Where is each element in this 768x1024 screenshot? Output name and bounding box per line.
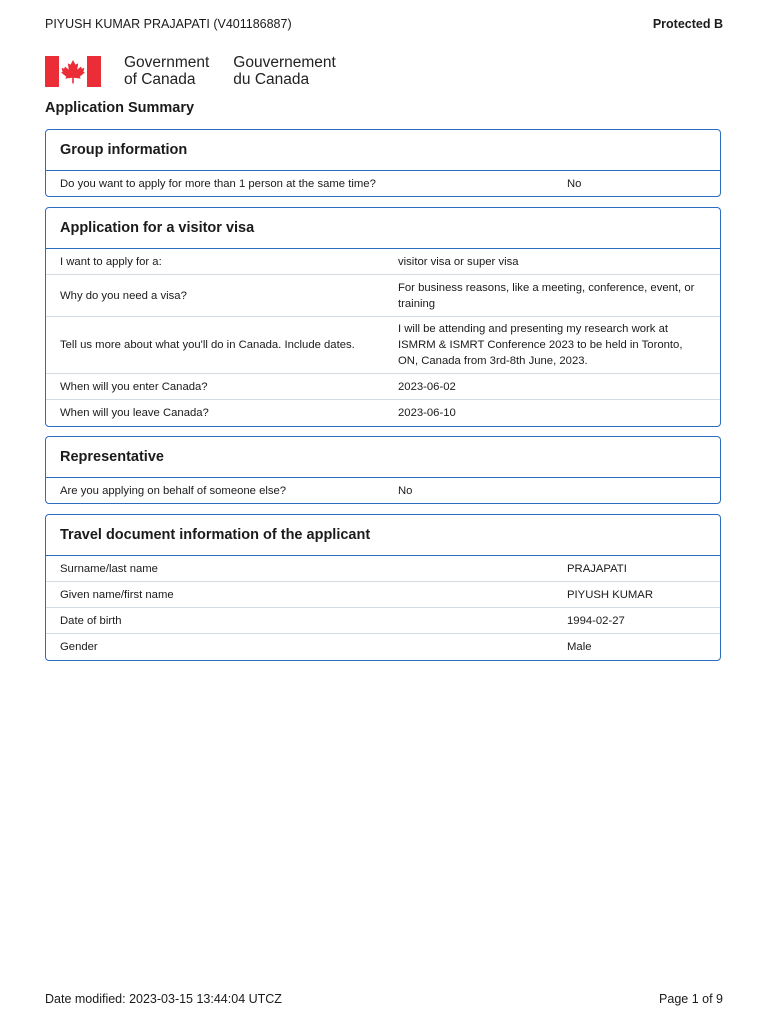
question-cell: When will you enter Canada? [60, 380, 208, 393]
answer-cell: No [567, 177, 582, 190]
question-cell: I want to apply for a: [60, 255, 162, 268]
answer-cell: 2023-06-02 [398, 380, 456, 393]
question-cell: Are you applying on behalf of someone else? [60, 484, 287, 497]
applicant-name-id: PIYUSH KUMAR PRAJAPATI (V401186887) [45, 17, 292, 31]
table-row [46, 582, 720, 608]
table-row [46, 374, 720, 400]
wordmark-fr-line1: Gouvernement [233, 54, 336, 71]
answer-cell: visitor visa or super visa [398, 255, 519, 268]
table-row [46, 608, 720, 634]
answer-cell: I will be attending and presenting my research work at ISMRM & ISMRT Conference 2023 to be held in Toronto, ON, Canada from 3rd-8th June, 2023. [398, 323, 683, 367]
section-title: Application for a visitor visa [46, 208, 720, 249]
section-visitor-visa [45, 207, 721, 427]
page-header [45, 16, 723, 32]
section-travel-document [45, 514, 721, 661]
answer-cell: PRAJAPATI [567, 562, 627, 575]
wordmark-en-line2: of Canada [124, 71, 196, 88]
government-wordmark [124, 54, 336, 88]
answer-cell: 1994-02-27 [567, 614, 625, 627]
canada-flag-icon [45, 56, 101, 87]
question-cell: When will you leave Canada? [60, 407, 209, 419]
wordmark-fr-line2: du Canada [233, 71, 310, 88]
date-modified: Date modified: 2023-03-15 13:44:04 UTCZ [45, 992, 282, 1006]
table-row [46, 317, 720, 374]
page-title: Application Summary [45, 100, 195, 116]
table-row [46, 634, 720, 660]
wordmark-en-line1: Government [124, 54, 210, 71]
answer-cell: For business reasons, like a meeting, conference, event, or training [398, 281, 695, 310]
question-cell: Do you want to apply for more than 1 person at the same time? [60, 177, 376, 190]
page-footer [45, 992, 723, 1006]
table-row [46, 556, 720, 582]
table-row [46, 275, 720, 317]
question-cell: Surname/last name [60, 562, 158, 575]
question-cell: Tell us more about what you'll do in Canada. Include dates. [60, 339, 355, 351]
table-row [46, 478, 720, 503]
table-row [46, 171, 720, 196]
section-representative [45, 436, 721, 504]
question-cell: Date of birth [60, 614, 122, 627]
answer-cell: PIYUSH KUMAR [567, 588, 653, 601]
question-cell: Given name/first name [60, 588, 174, 601]
page-number: Page 1 of 9 [659, 992, 723, 1006]
table-row [46, 400, 720, 426]
table-row [46, 249, 720, 275]
section-group-information [45, 129, 721, 197]
government-signature [45, 54, 336, 88]
wordmark-english [124, 54, 209, 88]
wordmark-french [233, 54, 336, 88]
section-title: Group information [46, 130, 720, 171]
answer-cell: No [398, 484, 413, 497]
question-cell: Gender [60, 641, 98, 653]
section-title: Travel document information of the applicant [46, 515, 720, 556]
section-title: Representative [46, 437, 720, 478]
security-classification: Protected B [652, 17, 723, 31]
answer-cell: Male [567, 641, 592, 653]
question-cell: Why do you need a visa? [60, 289, 187, 302]
answer-cell: 2023-06-10 [398, 407, 456, 419]
